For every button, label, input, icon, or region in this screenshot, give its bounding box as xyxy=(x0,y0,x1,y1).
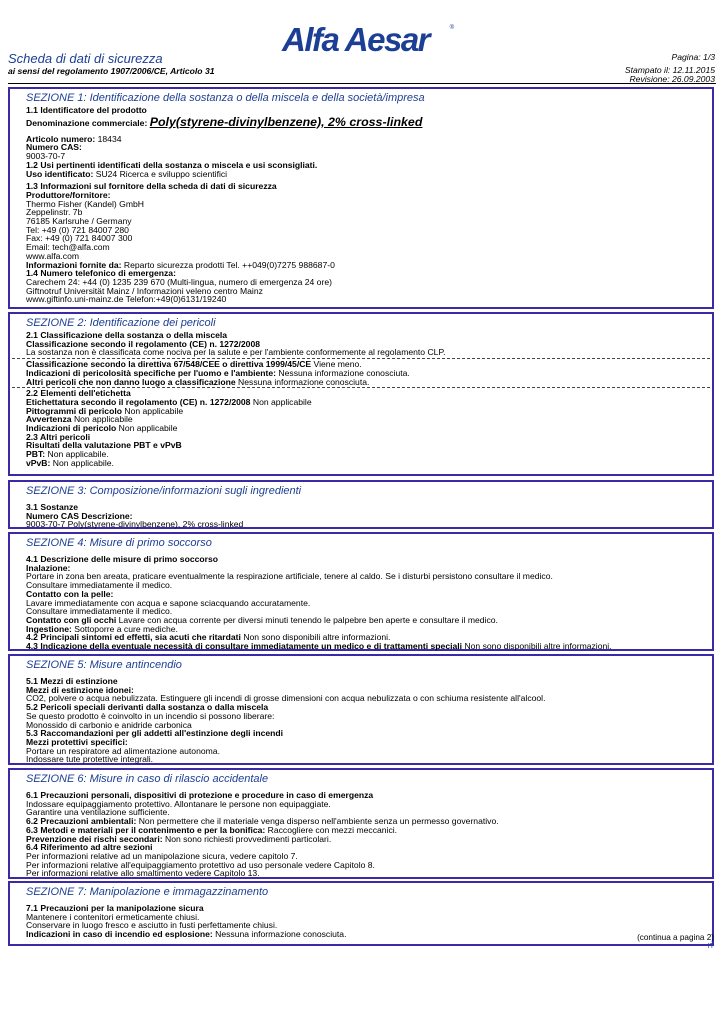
labelling-label: Etichettatura secondo il regolamento (CE) n. 1272/2008 xyxy=(26,396,251,407)
header-rule xyxy=(8,83,716,84)
specific-hazards-value: Nessuna informazione conosciuta. xyxy=(278,367,410,378)
containment-text: Raccogliere con mezzi meccanici. xyxy=(267,824,398,835)
continued-note: (continua a pagina 2) xyxy=(637,933,714,942)
subsection-heading: 6.1 Precauzioni personali, dispositivi di protezione e procedure in caso di emergenza xyxy=(26,790,374,800)
subsection-heading: 6.4 Riferimento ad altre sezioni xyxy=(26,842,153,853)
prevention-label: Prevenzione dei rischi secondari: xyxy=(26,833,163,844)
medical-attention-text: Non sono disponibili altre informazioni. xyxy=(464,641,612,652)
table-row: 9003-70-7 Poly(styrene-divinylbenzene), 2% cross-linked xyxy=(26,519,244,530)
document-subtitle: ai sensi del regolamento 1907/2006/CE, Articolo 31 xyxy=(8,66,215,76)
use-label: Uso identificato: xyxy=(26,168,94,179)
directive-label: Classificazione secondo la direttiva 67/548/CEE o direttiva 1999/45/CE xyxy=(26,359,312,370)
brand-wordmark: Alfa Aesar xyxy=(282,21,430,58)
section-7 xyxy=(8,881,714,946)
reference-text: Per informazioni relative allo smaltimento vedere Capitolo 13. xyxy=(26,868,260,879)
subsection-heading: 7.1 Precauzioni per la manipolazione sicura xyxy=(26,903,204,913)
fire-label: Indicazioni in caso di incendio ed esplosione: xyxy=(26,929,213,940)
subsection-heading: 1.1 Identificatore del prodotto xyxy=(26,105,147,115)
subsection-heading: 3.1 Sostanze xyxy=(26,502,79,512)
directive-value: Viene meno. xyxy=(313,359,362,370)
language-code: IT xyxy=(707,943,714,950)
subsection-heading: 2.3 Altri pericoli xyxy=(26,431,91,442)
info-label: Informazioni fornite da: xyxy=(26,259,122,270)
eye-contact-label: Contatto con gli occhi xyxy=(26,614,117,625)
trade-name-label: Denominazione commerciale: xyxy=(26,117,148,128)
hazard-statements-value: Non applicabile xyxy=(118,423,178,434)
ingestion-text: Sottoporre a cure mediche. xyxy=(74,623,178,634)
table-header: Numero CAS Descrizione: xyxy=(26,510,133,521)
pictograms-value: Non applicabile xyxy=(124,405,184,416)
emergency-line: Giftnotruf Universität Mainz / Informazioni veleno centro Mainz xyxy=(26,285,263,296)
document-heading xyxy=(8,52,215,76)
section-title: SEZIONE 4: Misure di primo soccorso xyxy=(26,537,212,549)
extinguishing-label: Mezzi di estinzione idonei: xyxy=(26,684,134,695)
precautions-text: Indossare equipaggiamento protettivo. Allontanare le persone non equipaggiate. xyxy=(26,798,331,809)
skin-contact-text: Lavare immediatamente con acqua e sapone sciacquando accuratamente. xyxy=(26,597,311,608)
pbt-value: Non applicabile. xyxy=(47,449,109,460)
section-title: SEZIONE 3: Composizione/informazioni sugli ingredienti xyxy=(26,485,302,497)
section-title: SEZIONE 7: Manipolazione e immagazzinamento xyxy=(26,886,269,898)
handling-text: Mantenere i contenitori ermeticamente chiusi. xyxy=(26,911,200,922)
inhalation-label: Inalazione: xyxy=(26,562,71,573)
vpvb-label: vPvB: xyxy=(26,457,51,468)
section-title: SEZIONE 1: Identificazione della sostanza o della miscela e della società/impresa xyxy=(26,92,425,104)
precautions-text: Garantire una ventilazione sufficiente. xyxy=(26,807,170,818)
document-title: Scheda di dati di sicurezza xyxy=(8,51,163,66)
subsection-heading: 2.2 Elementi dell'etichetta xyxy=(26,388,131,399)
revision-date: Revisione: 26.09.2003 xyxy=(629,74,715,85)
environmental-text: Non permettere che il materiale venga disperso nell'ambiente senza un permesso governativo. xyxy=(138,816,499,827)
phone: Tel: +49 (0) 721 84007 280 xyxy=(26,224,129,235)
eye-contact-text: Lavare con acqua corrente per diversi minuti tenendo le palpebre ben aperte e consultare il medico. xyxy=(118,614,498,625)
inhalation-text: Portare in zona ben areata, praticare eventualmente la respirazione artificiale, tenere al caldo. Se i disturbi persistono consultare il medico. xyxy=(26,571,553,582)
pbt-label: PBT: xyxy=(26,449,46,460)
use-value: SU24 Ricerca e sviluppo scientifici xyxy=(95,168,228,179)
emergency-line: www.giftinfo.uni-mainz.de Telefon:+49(0)6131/19240 xyxy=(26,294,227,305)
subsection-heading: 5.2 Pericoli speciali derivanti dalla sostanza o dalla miscela xyxy=(26,702,269,713)
print-date: Stampato il: 12.11.2015 xyxy=(624,64,715,75)
section-2 xyxy=(8,312,714,476)
symptoms-label: 4.2 Principali sintomi ed effetti, sia acuti che ritardati xyxy=(26,632,241,643)
specific-hazards-label: Indicazioni di pericolosità specifiche per l'uomo e l'ambiente: xyxy=(26,367,277,378)
skin-contact-text: Consultare immediatamente il medico. xyxy=(26,606,173,617)
section-1 xyxy=(8,87,714,309)
subsection-heading: 5.3 Raccomandazioni per gli addetti all'estinzione degli incendi xyxy=(26,728,284,739)
subsection-heading: Classificazione secondo il regolamento (CE) n. 1272/2008 xyxy=(26,338,261,349)
extinguishing-text: CO2, polvere o acqua nebulizzata. Estinguere gli incendi di grosse dimensioni con acqua nebulizzata o con schiuma resistente all'alcool. xyxy=(26,693,546,704)
skin-contact-label: Contatto con la pelle: xyxy=(26,588,114,599)
subsection-heading: 4.1 Descrizione delle misure di primo soccorso xyxy=(26,554,218,564)
special-hazards-text: Se questo prodotto è coinvolto in un incendio si possono liberare: xyxy=(26,710,275,721)
signal-word-label: Avvertenza xyxy=(26,414,72,425)
section-title: SEZIONE 5: Misure antincendio xyxy=(26,659,182,671)
symptoms-text: Non sono disponibili altre informazioni. xyxy=(243,632,391,643)
protective-label: Mezzi protettivi specifici: xyxy=(26,736,128,747)
ingestion-label: Ingestione: xyxy=(26,623,72,634)
hazard-statements-label: Indicazioni di pericolo xyxy=(26,423,117,434)
signal-word-value: Non applicabile xyxy=(73,414,133,425)
address-line: Zeppelinstr. 7b xyxy=(26,207,83,218)
protective-text: Portare un respiratore ad alimentazione autonoma. xyxy=(26,745,220,756)
alfa-aesar-logo xyxy=(282,21,454,58)
cas-number: 9003-70-7 xyxy=(26,151,66,162)
product-name: Poly(styrene-divinylbenzene), 2% cross-linked xyxy=(149,114,423,129)
section-4 xyxy=(8,532,714,651)
email: Email: tech@alfa.com xyxy=(26,242,110,253)
section-6 xyxy=(8,768,714,879)
pictograms-label: Pittogrammi di pericolo xyxy=(26,405,122,416)
subsection-heading: 2.1 Classificazione della sostanza o della miscela xyxy=(26,330,228,340)
emergency-line: Carechem 24: +44 (0) 1235 239 670 (Multi-lingua, numero di emergenza 24 ore) xyxy=(26,276,332,287)
address-line: Thermo Fisher (Kandel) GmbH xyxy=(26,198,144,209)
other-hazards-label: Altri pericoli che non danno luogo a classificazione xyxy=(26,376,236,387)
reference-text: Per informazioni relative ad un manipolazione sicura, vedere capitolo 7. xyxy=(26,850,298,861)
containment-label: 6.3 Metodi e materiali per il contenimento e per la bonifica: xyxy=(26,824,266,835)
inhalation-text: Consultare immediatamente il medico. xyxy=(26,580,173,591)
producer-label: Produttore/fornitore: xyxy=(26,189,111,200)
subsection-heading: 1.2 Usi pertinenti identificati della sostanza o miscela e usi sconsigliati. xyxy=(26,159,318,170)
section-3 xyxy=(8,480,714,529)
article-label: Articolo numero: xyxy=(26,133,96,144)
other-hazards-value: Nessuna informazione conosciuta. xyxy=(238,376,370,387)
protective-text: Indossare tute protettive integrali. xyxy=(26,754,154,765)
cas-label: Numero CAS: xyxy=(26,142,82,153)
fax: Fax: +49 (0) 721 84007 300 xyxy=(26,233,133,244)
section-5 xyxy=(8,654,714,765)
document-meta xyxy=(625,53,715,85)
info-value: Reparto sicurezza prodotti Tel. ++049(0)7275 988687-0 xyxy=(123,259,335,270)
prevention-text: Non sono richiesti provvedimenti particolari. xyxy=(164,833,332,844)
article-number: 18434 xyxy=(97,133,122,144)
special-hazards-text: Monossido di carbonio e anidride carbonica xyxy=(26,719,192,730)
section-title: SEZIONE 6: Misure in caso di rilascio accidentale xyxy=(26,773,269,785)
registered-mark-icon: ® xyxy=(449,25,454,31)
website: www.alfa.com xyxy=(26,250,80,261)
fire-text: Nessuna informazione conosciuta. xyxy=(215,929,347,940)
vpvb-value: Non applicabile. xyxy=(52,457,114,468)
reference-text: Per informazioni relative all'equipaggiamento protettivo ad uso personale vedere Capitolo 8. xyxy=(26,859,375,870)
page-number: Pagina: 1/3 xyxy=(671,52,715,62)
section-title: SEZIONE 2: Identificazione dei pericoli xyxy=(26,317,216,329)
address-line: 76185 Karlsruhe / Germany xyxy=(26,216,132,227)
classification-text: La sostanza non è classificata come nociva per la salute e per l'ambiente conformemente al regolamento CLP. xyxy=(26,347,446,358)
medical-attention-label: 4.3 Indicazione della eventuale necessità di consultare immediatamente un medico e di trattamenti speciali xyxy=(26,641,463,652)
environmental-label: 6.2 Precauzioni ambientali: xyxy=(26,816,137,827)
subsection-heading: 1.3 Informazioni sul fornitore della scheda di dati di sicurezza xyxy=(26,181,277,192)
labelling-value: Non applicabile xyxy=(252,396,312,407)
subsection-heading: 5.1 Mezzi di estinzione xyxy=(26,676,118,686)
handling-text: Conservare in luogo fresco e asciutto in fusti perfettamente chiusi. xyxy=(26,920,278,931)
pbt-heading: Risultati della valutazione PBT e vPvB xyxy=(26,440,182,451)
subsection-heading: 1.4 Numero telefonico di emergenza: xyxy=(26,268,176,279)
